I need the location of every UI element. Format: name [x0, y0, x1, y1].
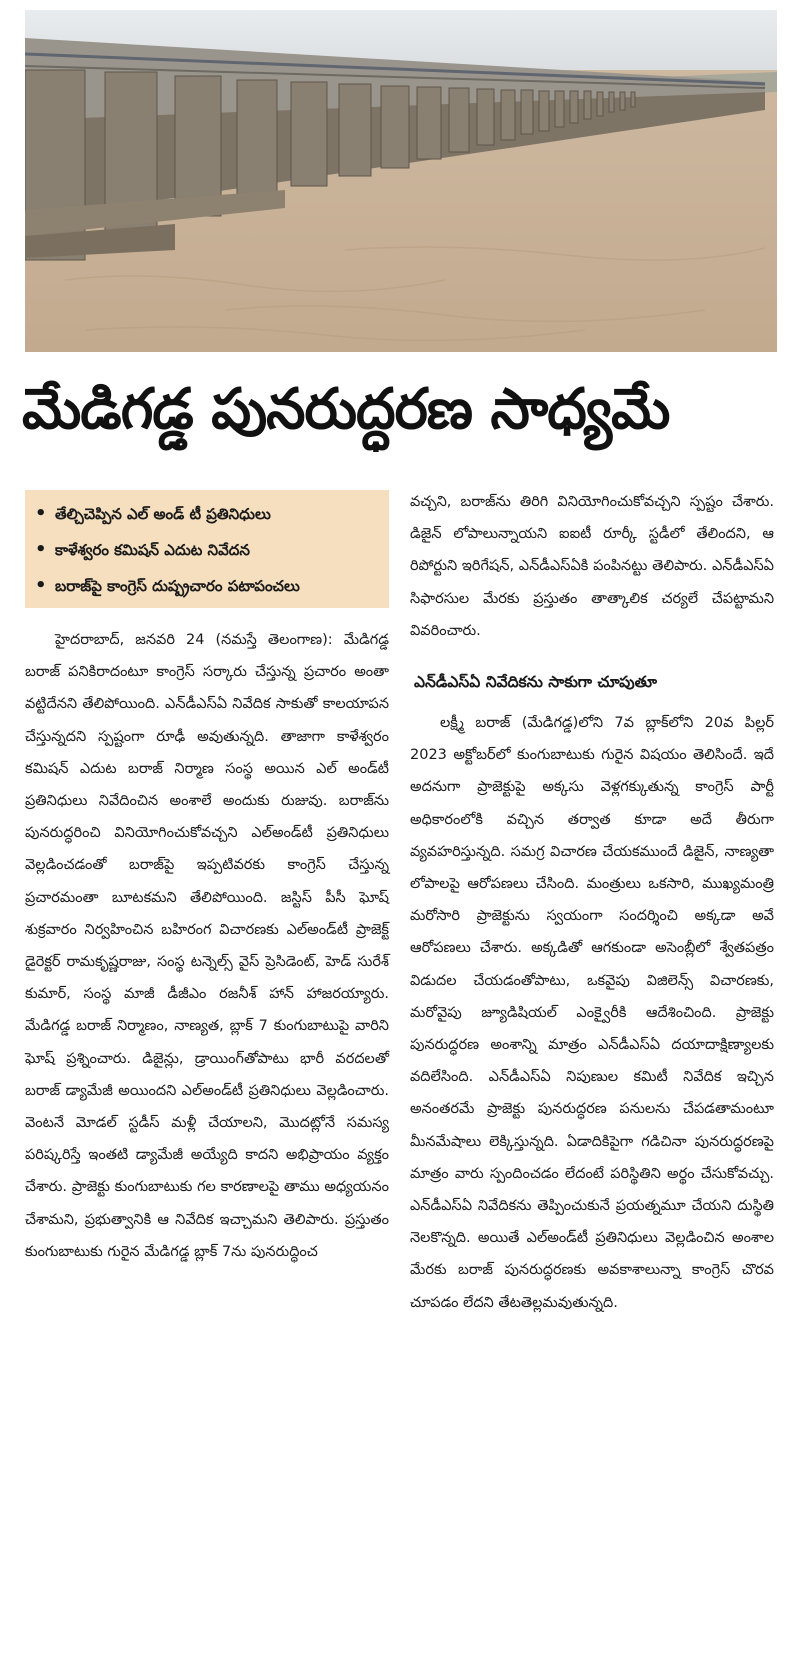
- highlights-box: [25, 490, 389, 608]
- highlight-item: • తేల్చిచెప్పిన ఎల్‌ అండ్‌ టీ ప్రతినిధులు: [35, 496, 379, 532]
- subheading: ఎన్‌డీఎస్‌ఏ నివేదికను సాకుగా చూపుతూ: [414, 673, 658, 692]
- barrage-photo: [25, 10, 777, 352]
- highlight-item: • బరాజ్‌పై కాంగ్రెస్‌ దుష్ప్రచారం పటాపంచలు: [35, 568, 379, 604]
- left-body-text: హైదరాబాద్‌, జనవరి 24 (నమస్తే తెలంగాణ): మేడిగడ్డ బరాజ్‌ పనికిరాదంటూ కాంగ్రెస్‌ సర్కారు చేస్తున్న ప్రచారం అంతా వట్టిదేనని తేలిపోయింది. ఎన్‌డీఎస్‌ఏ నివేదిక సాకుతో కాలయాపన చేస్తున్నదని స్పష్టంగా రూఢీ అవుతున్నది. తాజాగా కాళేశ్వరం కమిషన్‌ ఎదుట బరాజ్‌ నిర్మాణ సంస్థ అయిన ఎల్‌ అండ్‌టీ ప్రతినిధులు నివేదించిన అంశాలే అందుకు రుజువు. బరాజ్‌ను పునరుద్ధరించి వినియోగించుకోవచ్చని ఎల్‌అండ్‌టీ ప్రతినిధులు వెల్లడించడంతో బరాజ్‌పై ఇప్పటివరకు కాంగ్రెస్‌ చేస్తున్న ప్రచారమంతా బూటకమని తేలిపోయింది. జస్టిస్‌ పీసీ ఘోష్‌ శుక్రవారం నిర్వహించిన బహిరంగ విచారణకు ఎల్‌అండ్‌టీ ప్రాజెక్ట్‌ డైరెక్టర్‌ రామకృష్ణరాజు, సంస్థ టన్నెల్స్‌ వైస్‌ ప్రెసిడెంట్‌, హెడ్‌ సురేశ్‌ కుమార్‌, సంస్థ మాజీ డీజీఎం రజనీశ్‌ హాన్‌ హాజరయ్యారు. మేడిగడ్డ బరాజ్‌ నిర్మాణం, నాణ్యత, బ్లాక్‌ 7 కుంగుబాటుపై వారిని ఘోష్‌ ప్రశ్నించారు. డిజైన్లు, డ్రాయింగ్‌తోపాటు భారీ వరదలతో బరాజ్‌ డ్యామేజీ అయిందని ఎల్‌అండ్‌టీ ప్రతినిధులు వెల్లడించారు. వెంటనే మోడల్‌ స్టడీస్‌ మళ్లీ చేయాలని, మొదట్లోనే సమస్య పరిష్కరిస్తే ఇంతటి డ్యామేజీ అయ్యేది కాదని అభిప్రాయం వ్యక్తం చేశారు. ప్రాజెక్టు కుంగుబాటుకు గల కారణాలపై తాము అధ్యయనం చేశామని, ప్రభుత్వానికి ఆ నివేదిక ఇచ్చామని తెలిపారు. ప్రస్తుతం కుంగుబాటుకు గురైన మేడిగడ్డ బ్లాక్‌ 7ను పునరుద్ధించ: [25, 632, 389, 1260]
- bullet-icon: •: [35, 503, 47, 524]
- right-body-text-1: వచ్చని, బరాజ్‌ను తిరిగి వినియోగించుకోవచ్చని స్పష్టం చేశారు. డిజైన్‌ లోపాలున్నాయని ఐఐటీ రూర్కీ స్టడీలో తేలిందని, ఆ రిపోర్టుని ఇరిగేషన్‌, ఎన్‌డీఎస్‌ఏకి పంపినట్టు తెలిపారు. ఎన్‌డీఎస్‌ఏ సిఫారసుల మేరకు ప్రస్తుతం తాత్కాలిక చర్యలే చేపట్టామని వివరించారు.: [410, 494, 774, 639]
- right-column: [410, 486, 774, 1319]
- barrage-illustration: [25, 10, 777, 352]
- highlight-item: • కాళేశ్వరం కమిషన్‌ ఎదుట నివేదన: [35, 532, 379, 568]
- headline: మేడిగడ్డ పునరుద్ధరణ సాధ్యమే: [22, 377, 670, 442]
- left-column: [25, 490, 389, 1268]
- bullet-icon: •: [35, 575, 47, 596]
- bullet-icon: •: [35, 539, 47, 560]
- right-body-text-2: లక్ష్మీ బరాజ్‌ (మేడిగడ్డ)లోని 7వ బ్లాక్‌లోని 20వ పిల్లర్‌ 2023 అక్టోబర్‌లో కుంగుబాటుకు గురైన విషయం తెలిసిందే. ఇదే అదనుగా ప్రాజెక్టుపై అక్కసు వెళ్లగక్కుతున్న కాంగ్రెస్‌ పార్టీ అధికారంలోకి వచ్చిన తర్వాత కూడా అదే తీరుగా వ్యవహరిస్తున్నది. సమగ్ర విచారణ చేయకముందే డిజైన్‌, నాణ్యతా లోపాలపై ఆరోపణలు చేసింది. మంత్రులు ఒకసారి, ముఖ్యమంత్రి మరోసారి ప్రాజెక్టును స్వయంగా సందర్శించి అక్కడా అవే ఆరోపణలు చేశారు. అక్కడితో ఆగకుండా అసెంబ్లీలో శ్వేతపత్రం విడుదల చేయడంతోపాటు, ఒకవైపు విజిలెన్స్‌ విచారణకు, మరోవైపు జ్యూడిషియల్‌ ఎంక్వైరీకి ఆదేశించింది. ప్రాజెక్టు పునరుద్ధరణ అంశాన్ని మాత్రం ఎన్‌డీఎస్‌ఏ దయాదాక్షిణ్యాలకు వదిలేసింది. ఎన్‌డీఎస్‌ఏ నిపుణుల కమిటీ నివేదిక ఇచ్చిన అనంతరమే ప్రాజెక్టు పునరుద్ధరణ పనులను చేపడతామంటూ మీనమేషాలు లెక్కిస్తున్నది. ఏడాదికిపైగా గడిచినా పునరుద్ధరణపై మాత్రం వారు స్పందించడం లేదంటే పరిస్థితిని అర్థం చేసుకోవచ్చు. ఎన్‌డీఎస్‌ఏ నివేదికను తెప్పించుకునే ప్రయత్నమూ చేయని దుస్థితి నెలకొన్నది. అయితే ఎల్‌అండ్‌టీ ప్రతినిధులు వెల్లడించిన అంశాల మేరకు బరాజ్‌ పునరుద్ధరణకు అవకాశాలున్నా కాంగ్రెస్‌ చొరవ చూపడం లేదని తేటతెల్లమవుతున్నది.: [410, 715, 774, 1311]
